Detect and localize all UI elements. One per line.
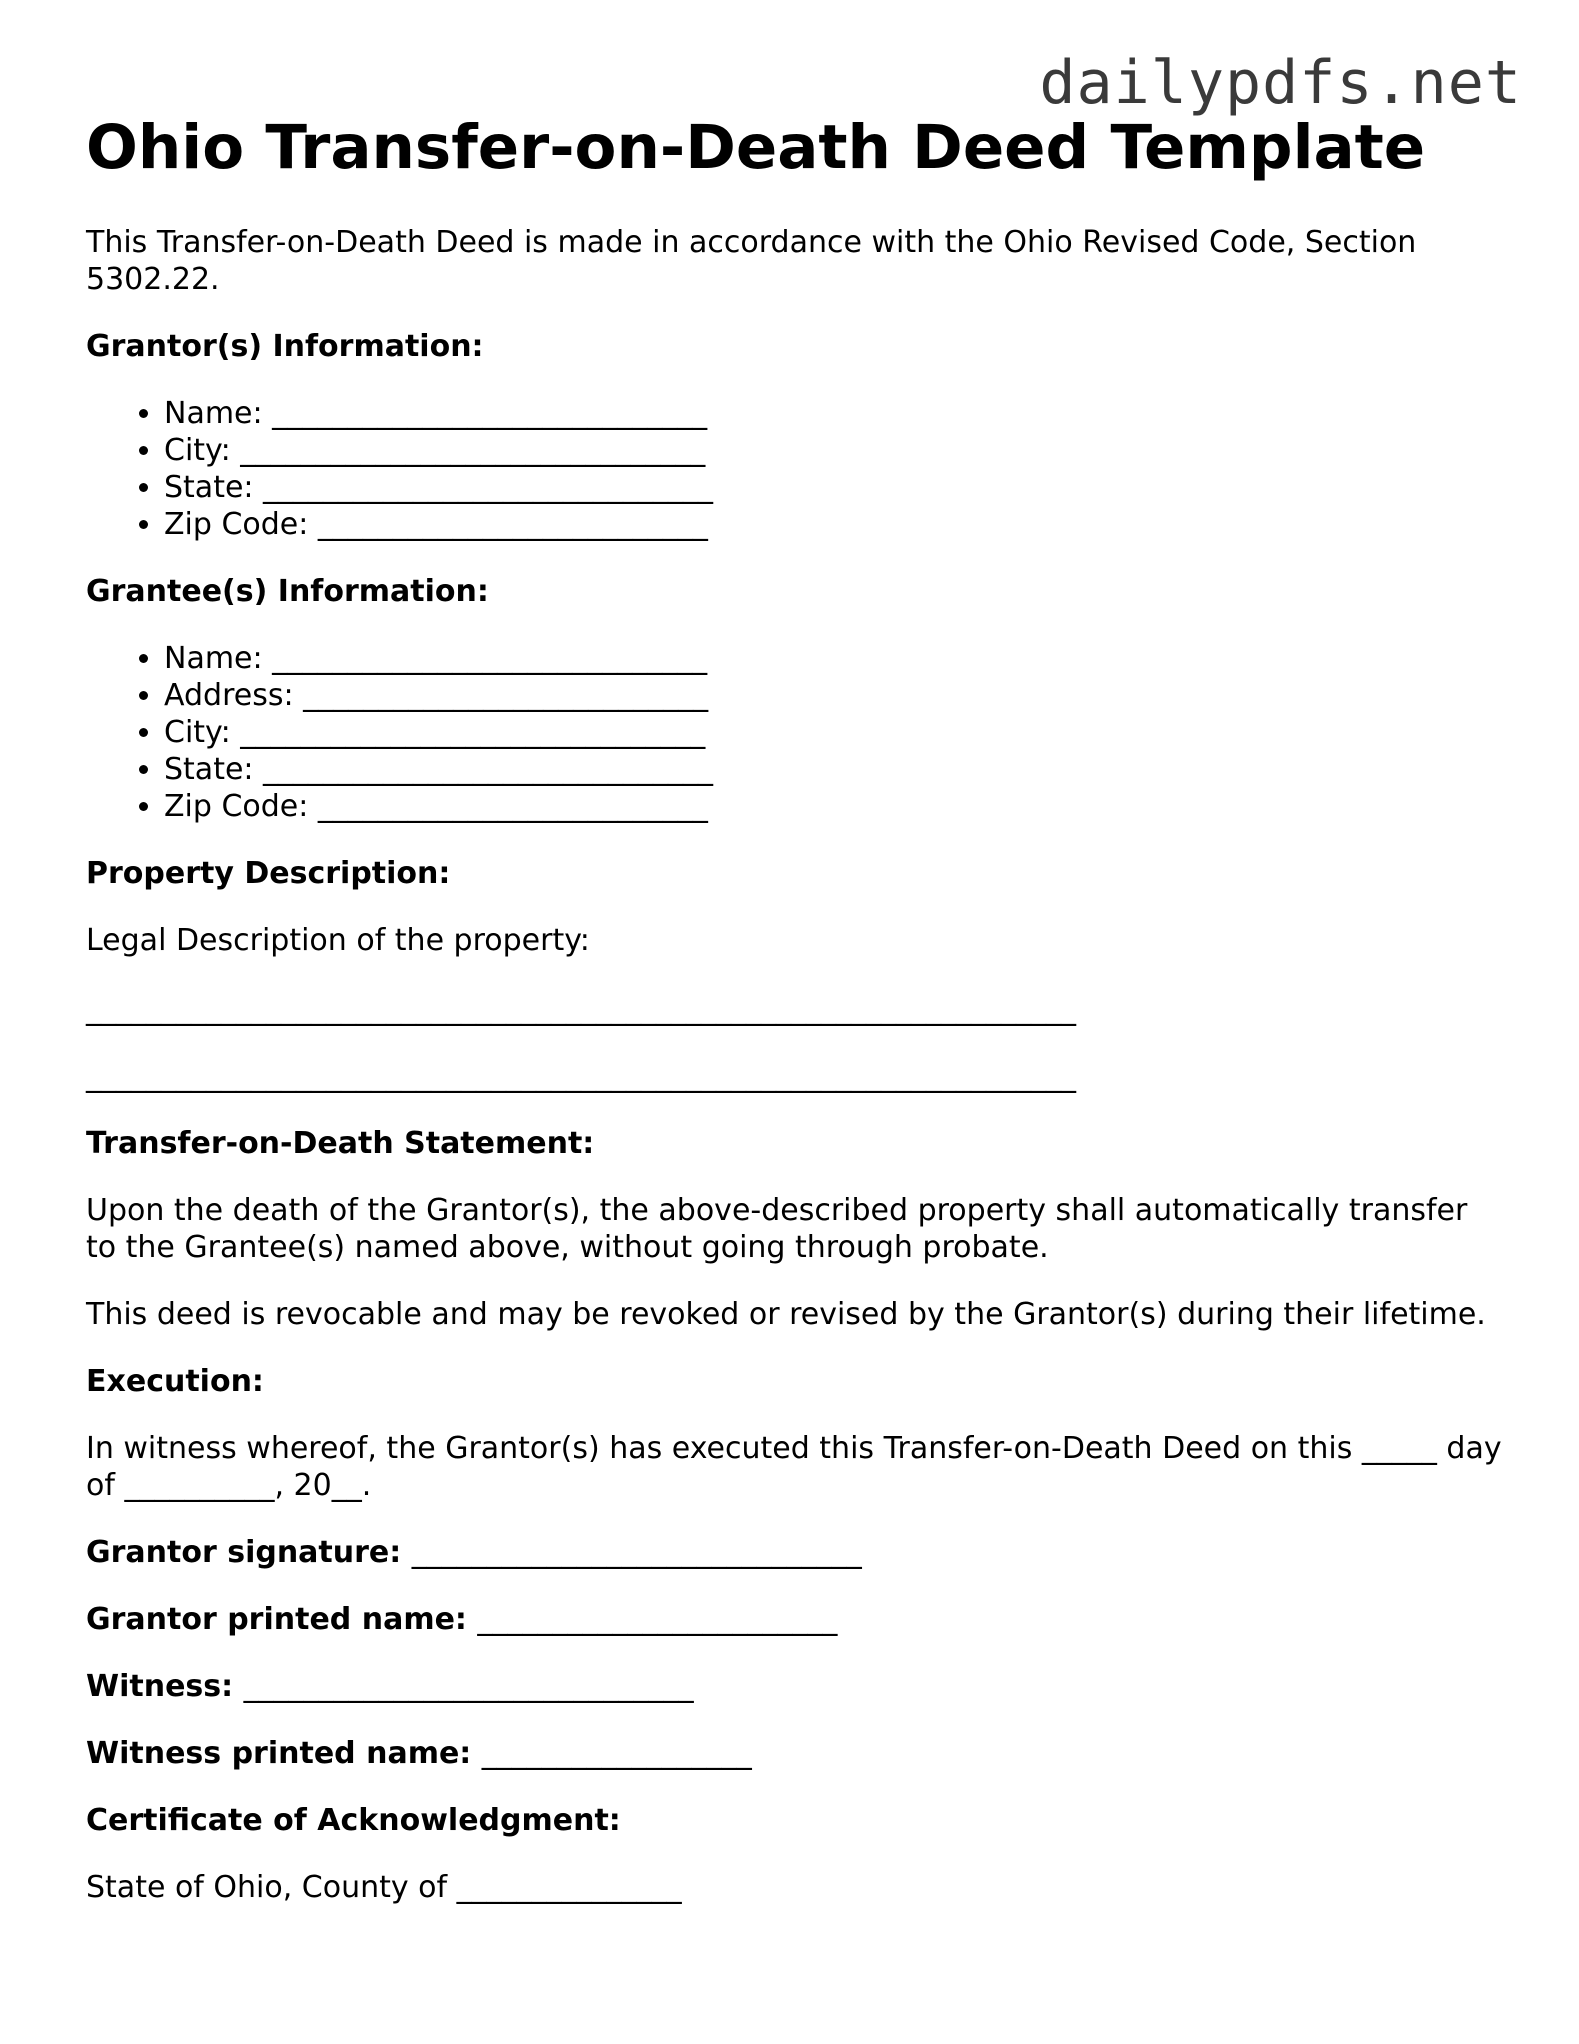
witness-blank: ______________________________	[243, 1669, 694, 1704]
execution-heading: Execution:	[86, 1364, 264, 1399]
grantor-printed-name-label: Grantor printed name:	[86, 1602, 467, 1637]
grantee-zip-field: • Zip Code: __________________________	[164, 788, 1506, 825]
grantor-signature-label: Grantor signature:	[86, 1535, 402, 1570]
page-title: Ohio Transfer-on-Death Deed Template	[86, 112, 1426, 183]
tod-paragraph-2: This deed is revocable and may be revoked or revised by the Grantor(s) during their lifetime.	[86, 1297, 1486, 1332]
watermark: dailypdfs.net	[1039, 48, 1522, 118]
certificate-heading: Certificate of Acknowledgment:	[86, 1803, 621, 1838]
tod-paragraph-1: Upon the death of the Grantor(s), the above-described property shall automatically transfer to the Grantee(s) named above, without going through probate.	[86, 1193, 1468, 1265]
witness-label: Witness:	[86, 1669, 234, 1704]
certificate-state-line: State of Ohio, County of _______________	[86, 1870, 682, 1905]
property-heading: Property Description:	[86, 856, 451, 891]
grantor-zip-field: • Zip Code: __________________________	[164, 506, 1506, 543]
property-label: Legal Description of the property:	[86, 923, 590, 958]
grantor-printed-name-blank: ________________________	[477, 1602, 838, 1637]
grantee-state-field: • State: ______________________________	[164, 751, 1506, 788]
witness-printed-name-label: Witness printed name:	[86, 1736, 472, 1771]
grantor-name-field: • Name: _____________________________	[164, 395, 1506, 432]
grantee-heading: Grantee(s) Information:	[86, 574, 489, 609]
grantor-printed-name-row	[86, 1601, 1506, 1638]
document-page	[86, 100, 1506, 1906]
grantee-name-field: • Name: _____________________________	[164, 640, 1506, 677]
witness-printed-name-blank: __________________	[481, 1736, 752, 1771]
grantor-field-list	[86, 395, 1506, 543]
execution-paragraph: In witness whereof, the Grantor(s) has executed this Transfer-on-Death Deed on this _____ day of __________, 20__.	[86, 1431, 1502, 1503]
grantee-city-field: • City: _______________________________	[164, 714, 1506, 751]
intro-paragraph: This Transfer-on-Death Deed is made in accordance with the Ohio Revised Code, Section 5302.22.	[86, 225, 1417, 297]
tod-heading: Transfer-on-Death Statement:	[86, 1126, 595, 1161]
grantor-city-field: • City: _______________________________	[164, 432, 1506, 469]
grantor-signature-row	[86, 1534, 1506, 1571]
witness-row	[86, 1668, 1506, 1705]
grantor-signature-blank: ______________________________	[411, 1535, 862, 1570]
grantor-heading: Grantor(s) Information:	[86, 329, 484, 364]
grantee-address-field: • Address: ___________________________	[164, 677, 1506, 714]
grantor-state-field: • State: ______________________________	[164, 469, 1506, 506]
property-blank-line-1: __________________________________________________________________	[86, 992, 1076, 1027]
grantee-field-list	[86, 640, 1506, 825]
witness-printed-name-row	[86, 1735, 1506, 1772]
property-blank-line-2: __________________________________________________________________	[86, 1059, 1076, 1094]
